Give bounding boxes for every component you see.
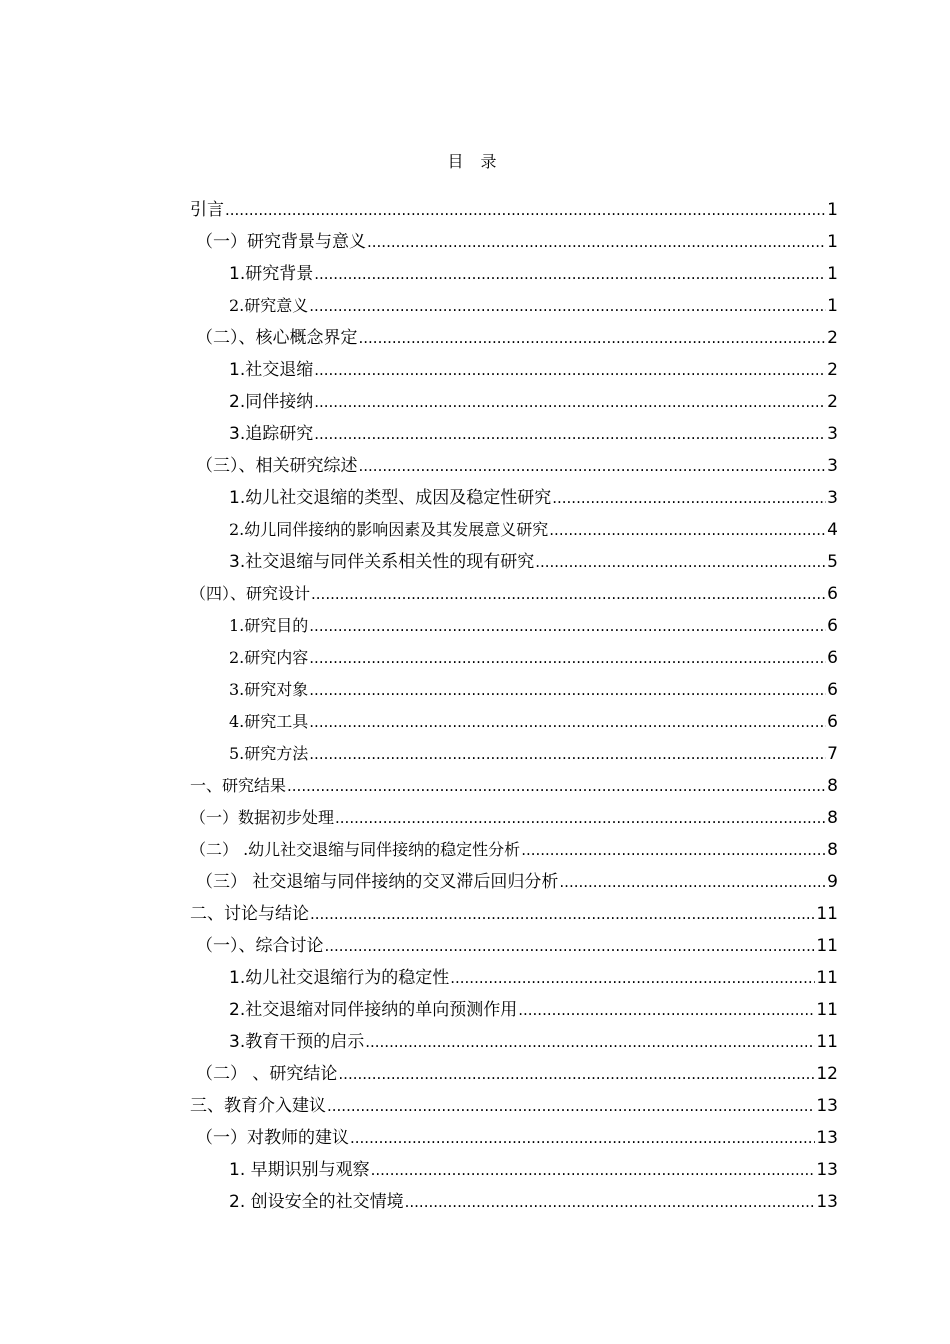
toc-page-number: 11 <box>816 968 838 988</box>
toc-page-number: 8 <box>827 776 838 796</box>
toc-page-number: 3 <box>827 456 838 476</box>
toc-entry[interactable] <box>196 932 838 960</box>
toc-entry[interactable] <box>229 1156 838 1184</box>
toc-entry[interactable] <box>196 1124 838 1152</box>
dot-leader <box>350 1124 815 1152</box>
toc-page-number: 3 <box>827 424 838 444</box>
toc-entry[interactable] <box>229 356 838 384</box>
dot-leader <box>309 708 826 736</box>
toc-page-number: 4 <box>827 520 838 540</box>
dot-leader <box>535 548 826 576</box>
toc-page-number: 2 <box>827 328 838 348</box>
dot-leader <box>310 900 815 928</box>
dot-leader <box>405 1188 816 1216</box>
toc-entry[interactable] <box>229 1188 838 1216</box>
toc-page-number: 11 <box>816 1000 838 1020</box>
toc-entry-text: 1.幼儿社交退缩行为的稳定性 <box>229 968 450 988</box>
dot-leader <box>225 196 826 224</box>
dot-leader <box>359 452 827 480</box>
dot-leader <box>287 772 826 800</box>
toc-entry-text: （二） .幼儿社交退缩与同伴接纳的稳定性分析 <box>190 840 521 859</box>
dot-leader <box>309 740 826 768</box>
toc-entry[interactable] <box>229 420 838 448</box>
toc-entry-text: 一、研究结果 <box>190 776 287 795</box>
toc-entry[interactable] <box>190 1092 838 1120</box>
toc-entry[interactable] <box>190 196 838 224</box>
dot-leader <box>549 516 826 544</box>
dot-leader <box>309 644 826 672</box>
toc-entry[interactable] <box>229 388 838 416</box>
toc-entry-text: （一）、综合讨论 <box>196 936 324 956</box>
toc-page-number: 11 <box>816 1032 838 1052</box>
toc-entry[interactable] <box>229 676 838 704</box>
toc-entry[interactable] <box>229 292 838 320</box>
dot-leader <box>559 868 826 896</box>
toc-page-number: 3 <box>827 488 838 508</box>
dot-leader <box>552 484 826 512</box>
toc-entry[interactable] <box>229 516 838 544</box>
toc-page-number: 1 <box>827 200 838 220</box>
dot-leader <box>327 1092 815 1120</box>
dot-leader <box>314 420 826 448</box>
toc-page-number: 13 <box>816 1128 838 1148</box>
toc-entry-text: （三） 社交退缩与同伴接纳的交叉滞后回归分析 <box>196 872 559 892</box>
toc-page-number: 13 <box>816 1192 838 1212</box>
dot-leader <box>359 324 827 352</box>
toc-page-number: 6 <box>827 680 838 700</box>
dot-leader <box>314 356 826 384</box>
toc-page-number: 7 <box>827 744 838 764</box>
toc-entry-text: 1.研究背景 <box>229 264 314 284</box>
toc-entry-text: （二） 、研究结论 <box>196 1064 338 1084</box>
dot-leader <box>450 964 815 992</box>
dot-leader <box>367 228 826 256</box>
toc-page-number: 6 <box>827 648 838 668</box>
dot-leader <box>309 612 826 640</box>
toc-entry[interactable] <box>229 644 838 672</box>
toc-page-number: 2 <box>827 360 838 380</box>
toc-page-number: 11 <box>816 936 838 956</box>
toc-entry[interactable] <box>229 996 838 1024</box>
toc-entry[interactable] <box>229 964 838 992</box>
toc-entry[interactable] <box>190 772 838 800</box>
dot-leader <box>521 836 826 864</box>
toc-entry-text: （一）数据初步处理 <box>190 808 335 827</box>
toc-entry-text: （二）、核心概念界定 <box>196 328 358 348</box>
toc-entry-text: 3.教育干预的启示 <box>229 1032 365 1052</box>
toc-entry[interactable] <box>229 548 838 576</box>
dot-leader <box>518 996 815 1024</box>
toc-page-number: 6 <box>827 712 838 732</box>
toc-page-number: 13 <box>816 1096 838 1116</box>
toc-page-number: 5 <box>827 552 838 572</box>
toc-entry-text: 2. 创设安全的社交情境 <box>229 1192 404 1212</box>
toc-entry-text: 3.追踪研究 <box>229 424 314 444</box>
dot-leader <box>338 1060 815 1088</box>
toc-entry[interactable] <box>229 612 838 640</box>
toc-page-number: 2 <box>827 392 838 412</box>
toc-page-number: 6 <box>827 616 838 636</box>
toc-entry-text: 4.研究工具 <box>229 712 309 731</box>
toc-page-number: 13 <box>816 1160 838 1180</box>
toc-page-number: 11 <box>816 904 838 924</box>
toc-entry[interactable] <box>229 260 838 288</box>
toc-entry[interactable] <box>196 1060 838 1088</box>
toc-page-number: 6 <box>827 584 838 604</box>
toc-entry-text: （一）研究背景与意义 <box>196 232 366 252</box>
dot-leader <box>314 388 826 416</box>
dot-leader <box>309 676 826 704</box>
dot-leader <box>335 804 826 832</box>
toc-page-number: 8 <box>827 808 838 828</box>
toc-entry[interactable] <box>196 228 838 256</box>
toc-entry[interactable] <box>190 900 838 928</box>
toc-page-number: 8 <box>827 840 838 860</box>
toc-entry-text: 2.研究意义 <box>229 296 309 315</box>
toc-entry-text: 1.幼儿社交退缩的类型、成因及稳定性研究 <box>229 488 552 508</box>
toc-entry-text: （一）对教师的建议 <box>196 1128 349 1148</box>
toc-entry-text: 1. 早期识别与观察 <box>229 1160 370 1180</box>
toc-entry-text: （三）、相关研究综述 <box>196 456 358 476</box>
toc-entry[interactable] <box>229 740 838 768</box>
dot-leader <box>309 292 826 320</box>
toc-entry[interactable] <box>196 868 838 896</box>
toc-entry-text: 1.社交退缩 <box>229 360 314 380</box>
toc-entry[interactable] <box>196 452 838 480</box>
toc-entry-text: 1.研究目的 <box>229 616 309 635</box>
toc-entry[interactable] <box>229 1028 838 1056</box>
dot-leader <box>311 580 826 608</box>
toc-entry-text: 3.社交退缩与同伴关系相关性的现有研究 <box>229 552 535 572</box>
dot-leader <box>314 260 826 288</box>
toc-entry[interactable] <box>190 580 838 608</box>
dot-leader <box>365 1028 815 1056</box>
toc-entry-text: 2.同伴接纳 <box>229 392 314 412</box>
toc-entry-text: 3.研究对象 <box>229 680 309 699</box>
toc-entry-text: 2.幼儿同伴接纳的影响因素及其发展意义研究 <box>229 520 549 539</box>
dot-leader <box>371 1156 816 1184</box>
toc-page-number: 1 <box>827 264 838 284</box>
toc-page-number: 12 <box>816 1064 838 1084</box>
toc-entry[interactable] <box>229 484 838 512</box>
toc-page-number: 1 <box>827 232 838 252</box>
toc-entry-text: 2.研究内容 <box>229 648 309 667</box>
toc-entry-text: 引言 <box>190 200 224 220</box>
toc-heading: 目 录 <box>447 152 503 171</box>
toc-page-number: 9 <box>827 872 838 892</box>
toc-entry[interactable] <box>229 708 838 736</box>
toc-entry-text: （四）、研究设计 <box>190 584 311 603</box>
toc-entry-text: 5.研究方法 <box>229 744 309 763</box>
toc-entry[interactable] <box>196 324 838 352</box>
toc-entry-text: 三、教育介入建议 <box>190 1096 326 1116</box>
toc-entry-text: 二、讨论与结论 <box>190 904 309 924</box>
toc-entry-text: 2.社交退缩对同伴接纳的单向预测作用 <box>229 1000 518 1020</box>
toc-entry[interactable] <box>190 836 838 864</box>
toc-entry[interactable] <box>190 804 838 832</box>
toc-page-number: 1 <box>827 296 838 316</box>
dot-leader <box>325 932 816 960</box>
